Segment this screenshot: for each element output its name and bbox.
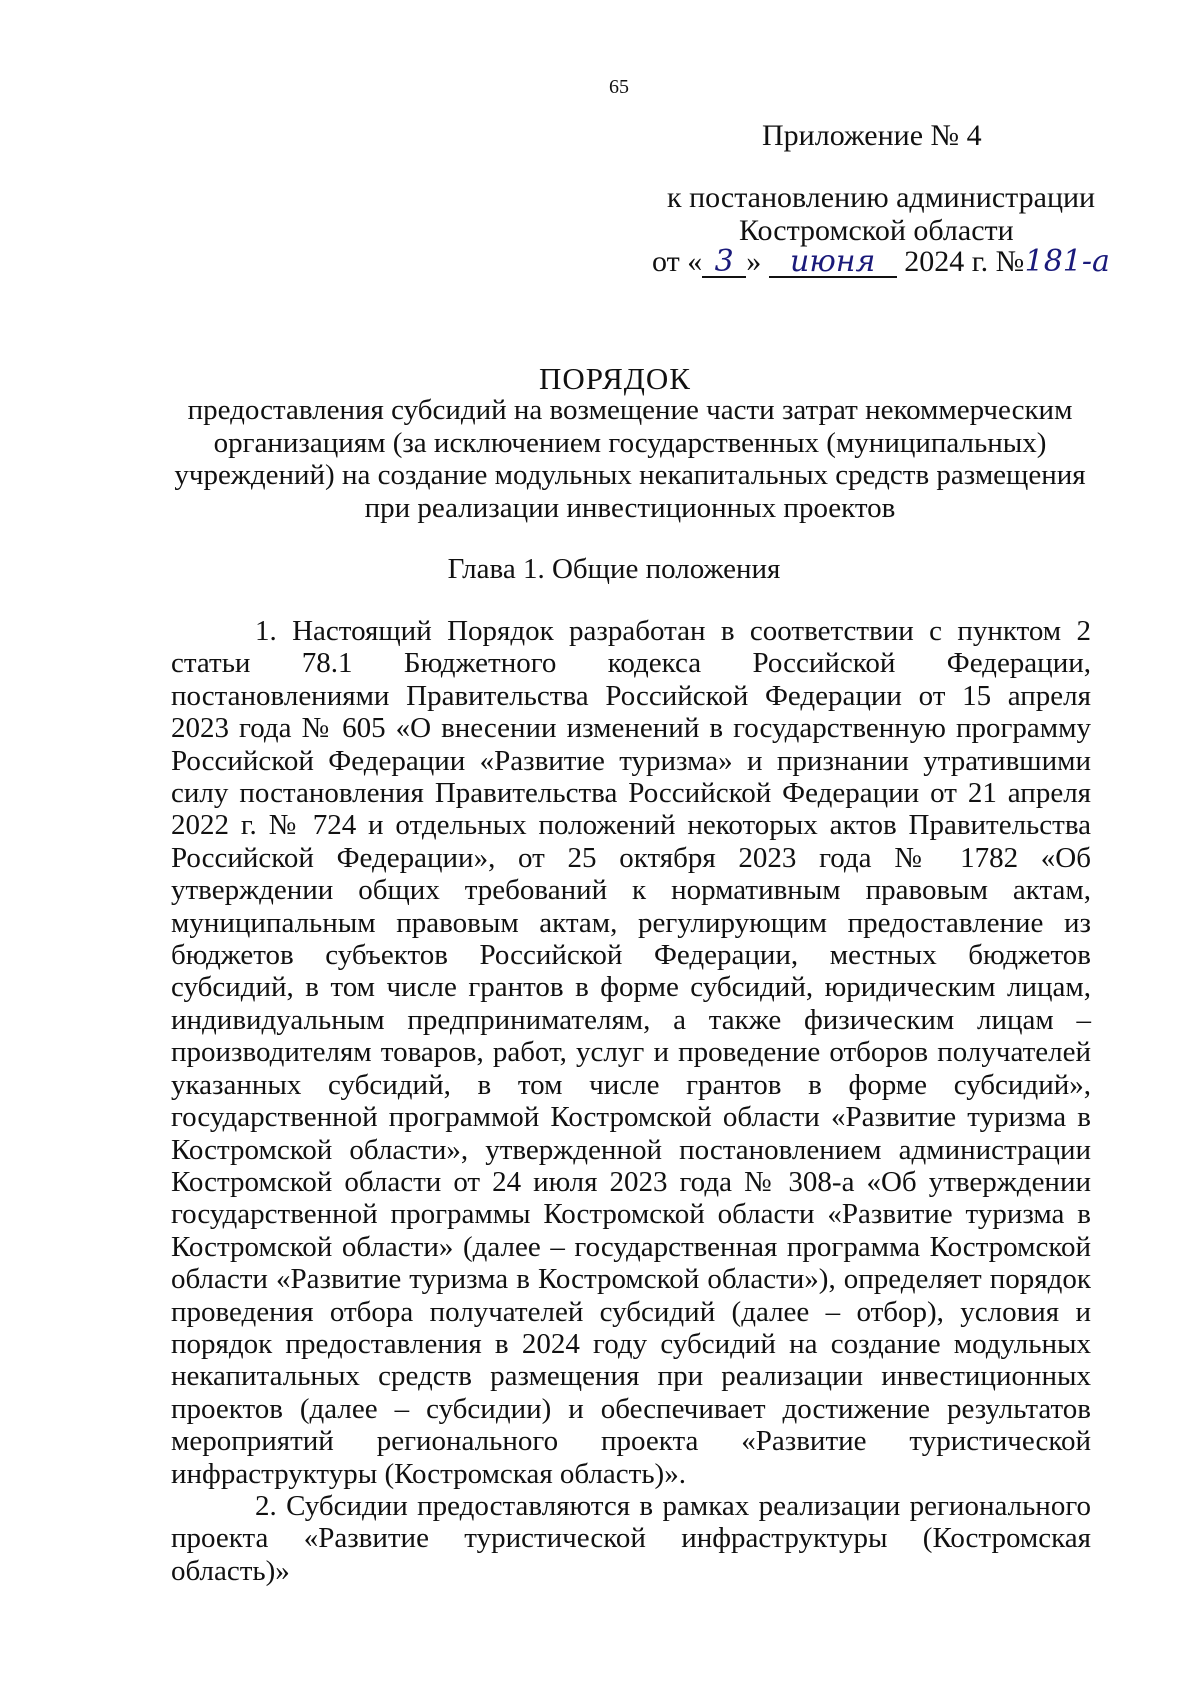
- decree-region: Костромской области: [739, 214, 1014, 247]
- date-close-quote: »: [746, 245, 762, 278]
- page-number: 65: [609, 76, 629, 98]
- appendix-label: Приложение № 4: [762, 119, 982, 152]
- decree-reference: к постановлению администрации: [667, 181, 1096, 214]
- handwritten-day: 3: [702, 248, 746, 278]
- paragraph-2: 2. Субсидии предоставляются в рамках реализации регионального проекта «Развитие туристической инфраструктуры (Костромская область)»: [171, 1489, 1091, 1587]
- date-year-number-label: 2024 г. №: [904, 245, 1025, 278]
- document-body: [171, 615, 1091, 1587]
- paragraph-1: 1. Настоящий Порядок разработан в соответствии с пунктом 2 статьи 78.1 Бюджетного кодекса Российской Федерации, постановлениями Правительства Российской Федерации от 15 апреля 2023 года № 605 «О внесении изменений в государственную программу Российской Федерации «Развитие туризма» и признании утратившими силу постановления Правительства Российской Федерации от 21 апреля 2022 г. № 724 и отдельных положений некоторых актов Правительства Российской Федерации», от 25 октября 2023 года № 1782 «Об утверждении общих требований к нормативным правовым актам, муниципальным правовым актам, регулирующим предоставление из бюджетов субъектов Российской Федерации, местных бюджетов субсидий, в том числе грантов в форме субсидий, юридическим лицам, индивидуальным предпринимателям, а также физическим лицам – производителям товаров, работ, услуг и проведение отборов получателей указанных субсидий, в том числе грантов в форме субсидий», государственной программой Костромской области «Развитие туризма в Костромской области», утвержденной постановлением администрации Костромской области от 24 июля 2023 года № 308-а «Об утверждении государственной программы Костромской области «Развитие туризма в Костромской области» (далее – государственная программа Костромской области «Развитие туризма в Костромской области»), определяет порядок проведения отбора получателей субсидий (далее – отбор), условия и порядок предоставления в 2024 году субсидий на создание модульных некапитальных средств размещения при реализации инвестиционных проектов (далее – субсидии) и обеспечивает достижение результатов мероприятий регионального проекта «Развитие туристической инфраструктуры (Костромская область)».: [171, 615, 1091, 1490]
- date-prefix: от «: [652, 245, 703, 278]
- handwritten-month: июня: [769, 248, 897, 278]
- chapter-heading: Глава 1. Общие положения: [447, 553, 781, 585]
- document-subtitle: предоставления субсидий на возмещение части затрат некоммерческим организациям (за исключением государственных (муниципальных) учреждений) на создание модульных некапитальных средств размещения при реализации инвестиционных проектов: [174, 394, 1086, 524]
- document-title: ПОРЯДОК: [539, 361, 691, 396]
- decree-date-line: [652, 245, 1110, 279]
- handwritten-decree-number: 181-а: [1024, 244, 1110, 279]
